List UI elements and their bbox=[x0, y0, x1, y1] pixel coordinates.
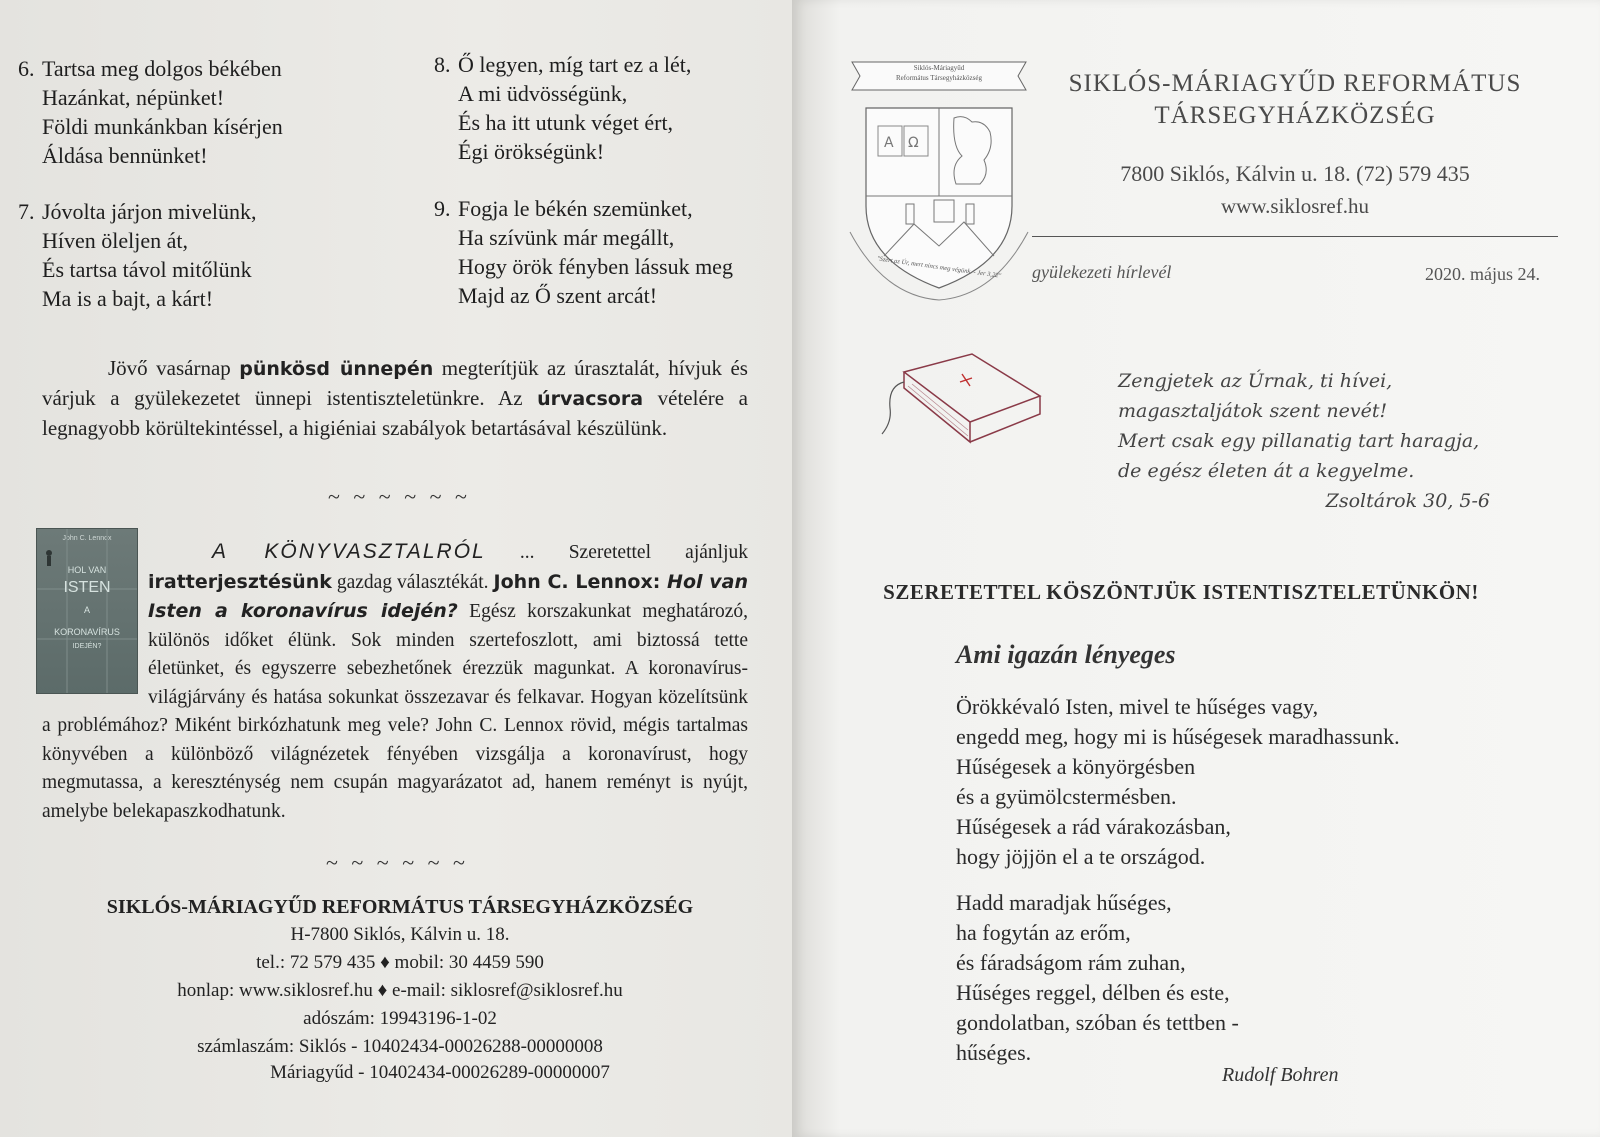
stanza-line: Jóvolta járjon mivelünk, bbox=[42, 199, 257, 224]
announcement-bold: úrvacsora bbox=[537, 388, 644, 410]
book-title: Hol van Isten a koronavírus idején? bbox=[148, 570, 748, 622]
book-cover-title: KORONAVÍRUS bbox=[54, 627, 120, 637]
bookstand-text: gazdag választékát. bbox=[331, 571, 494, 593]
footer-org-name: SIKLÓS-MÁRIAGYŰD REFORMÁTUS TÁRSEGYHÁZKÖZSÉG bbox=[106, 896, 694, 918]
hymn-stanza-8 bbox=[434, 50, 691, 166]
poem-line: és a gyümölcstermésben. bbox=[956, 784, 1177, 809]
psalm-line: de egész életen át a kegyelme. bbox=[1118, 460, 1415, 482]
footer-account-siklos: számlaszám: Siklós - 10402434-00026288-00000008 bbox=[197, 1036, 603, 1057]
footer-address: H-7800 Siklós, Kálvin u. 18. bbox=[290, 924, 510, 945]
church-crest bbox=[844, 56, 1034, 304]
poem-line: engedd meg, hogy mi is hűségesek maradhassunk. bbox=[956, 724, 1400, 749]
stanza-line: Hazánkat, népünket! bbox=[42, 85, 225, 110]
book-cover-title: HOL VAN bbox=[67, 565, 107, 575]
stanza-line: Ha szívünk már megállt, bbox=[458, 225, 675, 250]
section-divider: ~ ~ ~ ~ ~ ~ bbox=[326, 850, 469, 875]
poem-line: Hűségesek a könyörgésben bbox=[956, 754, 1196, 779]
book-cover-title: A bbox=[83, 605, 90, 615]
poem-line: hogy jöjjön el a te országod. bbox=[956, 844, 1206, 869]
contact-footer bbox=[40, 890, 760, 1090]
announcement-bold: pünkösd ünnepén bbox=[239, 358, 434, 380]
poem-line: Hadd maradjak hűséges, bbox=[956, 890, 1172, 915]
bookstand-heading: A KÖNYVASZTALRÓL bbox=[212, 540, 486, 563]
bookstand-bold: iratterjesztésünk bbox=[148, 570, 332, 593]
hymn-stanza-9 bbox=[434, 194, 733, 310]
poem-line: Örökkévaló Isten, mivel te hűséges vagy, bbox=[956, 694, 1319, 719]
psalm-line: Zengjetek az Úrnak, ti hívei, bbox=[1118, 370, 1393, 392]
announcement-text: megterítjük az úrasztalát, hívjuk és várjuk a gyülekezetet ünnepi istentiszteletünkre. Az bbox=[42, 356, 748, 410]
crest-motto: "Szert az Úr, mert nincs meg végünk. - Jer 3,22" bbox=[876, 255, 1002, 280]
newsletter-label: gyülekezeti hírlevél bbox=[1032, 262, 1172, 282]
hymn-stanza-7 bbox=[18, 197, 256, 313]
psalm-line: magasztaljátok szent nevét! bbox=[1118, 400, 1388, 422]
poem-stanza-1 bbox=[956, 692, 1400, 872]
bookstand-text: Egész korszakunkat meghatározó, különös időket élünk. Sok minden szertefoszlott, ami biztossá tette életünket, és egyszerre sebezhetőnek érezzük magunkat. A koronavírus-világjárvány és hatása sokunkat összezavar és felkavar. Hogyan közelítsünk a problémához? Miként birkózhatunk meg vele? John C. Lennox rövid, mégis tartalmas könyvében a különböző világnézetek fényében vizsgálja a koronavírust, hogy megmutassa, a kereszténység nem csupán magyarázatot ad, hanem reményt is nyújt, amelybe belekapaszkodhatunk. bbox=[42, 601, 748, 822]
church-name-line2: TÁRSEGYHÁZKÖZSÉG bbox=[1154, 102, 1436, 129]
stanza-number: 6. bbox=[18, 56, 35, 81]
church-name-line1: SIKLÓS-MÁRIAGYŰD REFORMÁTUS bbox=[1068, 70, 1522, 97]
church-address: 7800 Siklós, Kálvin u. 18. (72) 579 435 bbox=[1120, 161, 1470, 186]
psalm-line: Mert csak egy pillanatig tart haragja, bbox=[1118, 430, 1480, 452]
bookstand-text: ... Szeretettel ajánljuk bbox=[519, 542, 748, 563]
stanza-line: Áldása bennünket! bbox=[42, 143, 208, 168]
stanza-line: És ha itt utunk véget ért, bbox=[458, 110, 674, 135]
newsletter-date: 2020. május 24. bbox=[1425, 264, 1540, 284]
poem-title: Ami igazán lényeges bbox=[956, 640, 1176, 669]
welcome-heading: SZERETETTEL KÖSZÖNTJÜK ISTENTISZTELETÜNKÖN! bbox=[883, 580, 1479, 604]
pentecost-announcement bbox=[42, 354, 748, 443]
poem-stanza-2 bbox=[956, 888, 1239, 1068]
poem-line: Hűséges reggel, délben és este, bbox=[956, 980, 1230, 1005]
stanza-line: A mi üdvösségünk, bbox=[458, 81, 628, 106]
stanza-number: 9. bbox=[434, 196, 451, 221]
psalm-quote bbox=[1118, 366, 1498, 516]
stanza-line: Hogy örök fényben lássuk meg bbox=[458, 254, 733, 279]
stanza-line: Ma is a bajt, a kárt! bbox=[42, 286, 214, 311]
book-cover-title: ISTEN bbox=[63, 579, 111, 596]
footer-tax-number: adószám: 19943196-1-02 bbox=[303, 1008, 497, 1029]
stanza-line: Híven öleljen át, bbox=[42, 228, 189, 253]
footer-phone: tel.: 72 579 435 ♦ mobil: 30 4459 590 bbox=[256, 952, 544, 973]
poem-line: gondolatban, szóban és tettben - bbox=[956, 1010, 1239, 1035]
footer-account-mariagyud: Máriagyűd - 10402434-00026289-00000007 bbox=[270, 1062, 610, 1083]
bible-icon bbox=[868, 352, 1048, 472]
poem-line: hűséges. bbox=[956, 1040, 1032, 1065]
stanza-line: Majd az Ő szent arcát! bbox=[458, 283, 658, 308]
stanza-line: Tartsa meg dolgos békében bbox=[42, 56, 282, 81]
book-author: John C. Lennox: bbox=[493, 570, 668, 593]
stanza-line: Égi örökségünk! bbox=[458, 139, 605, 164]
stanza-number: 7. bbox=[18, 199, 35, 224]
crest-banner-top: Siklós-Máriagyűd bbox=[913, 64, 965, 72]
crest-banner-bottom: Református Társegyházközség bbox=[896, 74, 982, 82]
bookstand-paragraph bbox=[42, 538, 748, 826]
svg-text:Ω: Ω bbox=[908, 135, 919, 151]
stanza-number: 8. bbox=[434, 52, 451, 77]
stanza-line: Fogja le békén szemünket, bbox=[458, 196, 693, 221]
poem-line: Hűségesek a rád várakozásban, bbox=[956, 814, 1231, 839]
svg-text:A: A bbox=[884, 135, 894, 151]
poem-line: ha fogytán az erőm, bbox=[956, 920, 1131, 945]
section-divider: ~ ~ ~ ~ ~ ~ bbox=[328, 484, 471, 509]
psalm-reference: Zsoltárok 30, 5-6 bbox=[1325, 490, 1490, 512]
book-cover-title: IDEJÉN? bbox=[72, 643, 102, 650]
footer-web-email: honlap: www.siklosref.hu ♦ e-mail: siklosref@siklosref.hu bbox=[177, 980, 623, 1001]
stanza-line: Földi munkánkban kísérjen bbox=[42, 114, 283, 139]
book-cover-author: John C. Lennox bbox=[62, 535, 112, 542]
announcement-text: Jövő vasárnap bbox=[108, 356, 240, 380]
poem-author: Rudolf Bohren bbox=[1222, 1064, 1339, 1086]
poem-line: és fáradságom rám zuhan, bbox=[956, 950, 1186, 975]
stanza-line: És tartsa távol mitőlünk bbox=[42, 257, 252, 282]
hymn-stanza-6 bbox=[18, 54, 283, 170]
announcement-text: vételére a legnagyobb körültekintéssel, a higiéniai szabályok betartásával készülünk. bbox=[42, 386, 748, 440]
stanza-line: Ő legyen, míg tart ez a lét, bbox=[458, 52, 692, 77]
left-page bbox=[0, 0, 792, 1137]
church-website: www.siklosref.hu bbox=[1221, 194, 1369, 218]
header-divider bbox=[1032, 236, 1558, 237]
